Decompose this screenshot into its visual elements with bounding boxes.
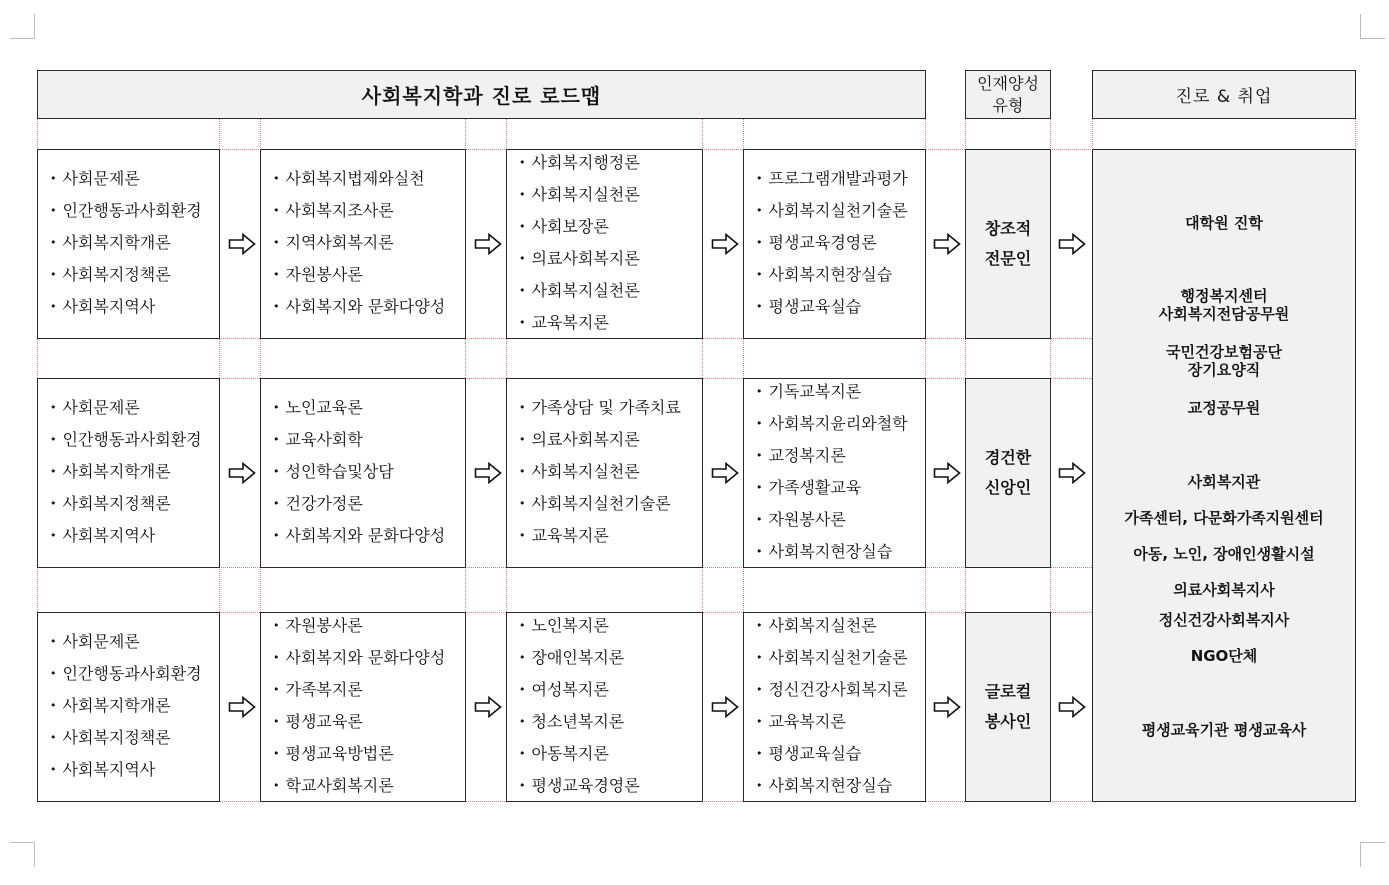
course-box-row2-stage3 [506,378,703,568]
course-item: • 의료사회복지론 [519,425,702,457]
course-item: • 사회복지실천론 [756,611,925,643]
talent-type-row3: 글로컬 봉사인 [965,612,1051,802]
career-header: 진로 & 취업 [1092,70,1356,119]
course-item: • 사회복지정책론 [50,260,219,292]
career-item: 가족센터, 다문화가족지원센터 [1124,509,1324,527]
course-item: • 정신건강사회복지론 [756,675,925,707]
course-item: • 사회복지법제와실천 [273,164,465,196]
career-item: 정신건강사회복지사 [1158,611,1290,629]
right-arrow-icon [228,696,256,718]
course-item: • 사회복지조사론 [273,196,465,228]
right-arrow-icon [933,696,961,718]
course-box-row1-stage2 [260,149,466,339]
course-item: • 인간행동과사회환경 [50,659,219,691]
course-box-row2-stage2 [260,378,466,568]
career-item: 사회복지관 [1187,473,1261,491]
course-item: • 아동복지론 [519,739,702,771]
course-item: • 사회복지윤리와철학 [756,409,925,441]
course-item: • 사회복지행정론 [519,148,702,180]
course-box-row3-stage3 [506,612,703,802]
course-box-row2-stage1 [37,378,220,568]
course-box-row3-stage4 [743,612,926,802]
course-item: • 사회복지학개론 [50,228,219,260]
right-arrow-icon [1058,462,1086,484]
course-item: • 가족생활교육 [756,473,925,505]
course-item: • 사회복지실천기술론 [756,196,925,228]
course-item: • 사회복지현장실습 [756,537,925,569]
course-item: • 지역사회복지론 [273,228,465,260]
course-item: • 자원봉사론 [756,505,925,537]
course-item: • 노인복지론 [519,611,702,643]
course-item: • 교육복지론 [756,707,925,739]
course-item: • 교육복지론 [519,521,702,553]
course-item: • 가족복지론 [273,675,465,707]
right-arrow-icon [711,233,739,255]
course-box-row1-stage4 [743,149,926,339]
course-item: • 사회복지실천론 [519,180,702,212]
career-item: 아동, 노인, 장애인생활시설 [1133,545,1315,563]
course-item: • 평생교육론 [273,707,465,739]
right-arrow-icon [228,233,256,255]
career-item: 평생교육기관 평생교육사 [1141,721,1307,739]
course-item: • 인간행동과사회환경 [50,425,219,457]
course-item: • 사회복지역사 [50,292,219,324]
course-box-row3-stage1 [37,612,220,802]
course-box-row3-stage2 [260,612,466,802]
right-arrow-icon [711,696,739,718]
right-arrow-icon [1058,696,1086,718]
course-item: • 교육복지론 [519,308,702,340]
career-item: NGO단체 [1190,647,1258,665]
course-item: • 사회복지와 문화다양성 [273,292,465,324]
course-item: • 사회복지실천기술론 [519,489,702,521]
course-item: • 사회복지정책론 [50,723,219,755]
course-item: • 사회복지실천론 [519,457,702,489]
course-item: • 사회복지와 문화다양성 [273,643,465,675]
course-item: • 평생교육경영론 [519,771,702,803]
course-item: • 사회복지역사 [50,755,219,787]
course-box-row2-stage4 [743,378,926,568]
course-item: • 교육사회학 [273,425,465,457]
right-arrow-icon [711,462,739,484]
course-item: • 자원봉사론 [273,260,465,292]
course-item: • 노인교육론 [273,393,465,425]
roadmap-title: 사회복지학과 진로 로드맵 [37,70,926,119]
course-item: • 자원봉사론 [273,611,465,643]
course-item: • 사회복지실천기술론 [756,643,925,675]
career-item: 행정복지센터 사회복지전담공무원 [1158,287,1290,323]
course-item: • 평생교육실습 [756,739,925,771]
course-item: • 사회복지현장실습 [756,771,925,803]
course-item: • 성인학습및상담 [273,457,465,489]
right-arrow-icon [933,233,961,255]
right-arrow-icon [1058,233,1086,255]
course-item: • 사회문제론 [50,164,219,196]
career-list [1092,149,1356,802]
course-item: • 건강가정론 [273,489,465,521]
course-item: • 사회복지현장실습 [756,260,925,292]
course-item: • 청소년복지론 [519,707,702,739]
right-arrow-icon [933,462,961,484]
course-item: • 평생교육방법론 [273,739,465,771]
right-arrow-icon [474,462,502,484]
course-item: • 교정복지론 [756,441,925,473]
course-item: • 사회문제론 [50,627,219,659]
course-box-row1-stage1 [37,149,220,339]
course-item: • 평생교육실습 [756,292,925,324]
course-item: • 의료사회복지론 [519,244,702,276]
course-item: • 사회보장론 [519,212,702,244]
talent-type-header: 인재양성 유형 [965,70,1051,119]
career-item: 대학원 진학 [1185,214,1263,232]
course-item: • 사회문제론 [50,393,219,425]
career-item: 교정공무원 [1187,399,1261,417]
right-arrow-icon [474,696,502,718]
career-item: 의료사회복지사 [1173,581,1275,599]
talent-type-row2: 경건한 신앙인 [965,378,1051,568]
course-item: • 사회복지와 문화다양성 [273,521,465,553]
course-item: • 사회복지학개론 [50,691,219,723]
course-item: • 학교사회복지론 [273,771,465,803]
course-item: • 사회복지학개론 [50,457,219,489]
course-item: • 인간행동과사회환경 [50,196,219,228]
course-box-row1-stage3 [506,149,703,339]
talent-type-row1: 창조적 전문인 [965,149,1051,339]
course-item: • 가족상담 및 가족치료 [519,393,702,425]
course-item: • 여성복지론 [519,675,702,707]
course-item: • 사회복지실천론 [519,276,702,308]
right-arrow-icon [474,233,502,255]
course-item: • 장애인복지론 [519,643,702,675]
course-item: • 기독교복지론 [756,377,925,409]
right-arrow-icon [228,462,256,484]
course-item: • 사회복지정책론 [50,489,219,521]
career-item: 국민건강보험공단 장기요양직 [1166,343,1282,379]
course-item: • 평생교육경영론 [756,228,925,260]
course-item: • 프로그램개발과평가 [756,164,925,196]
course-item: • 사회복지역사 [50,521,219,553]
